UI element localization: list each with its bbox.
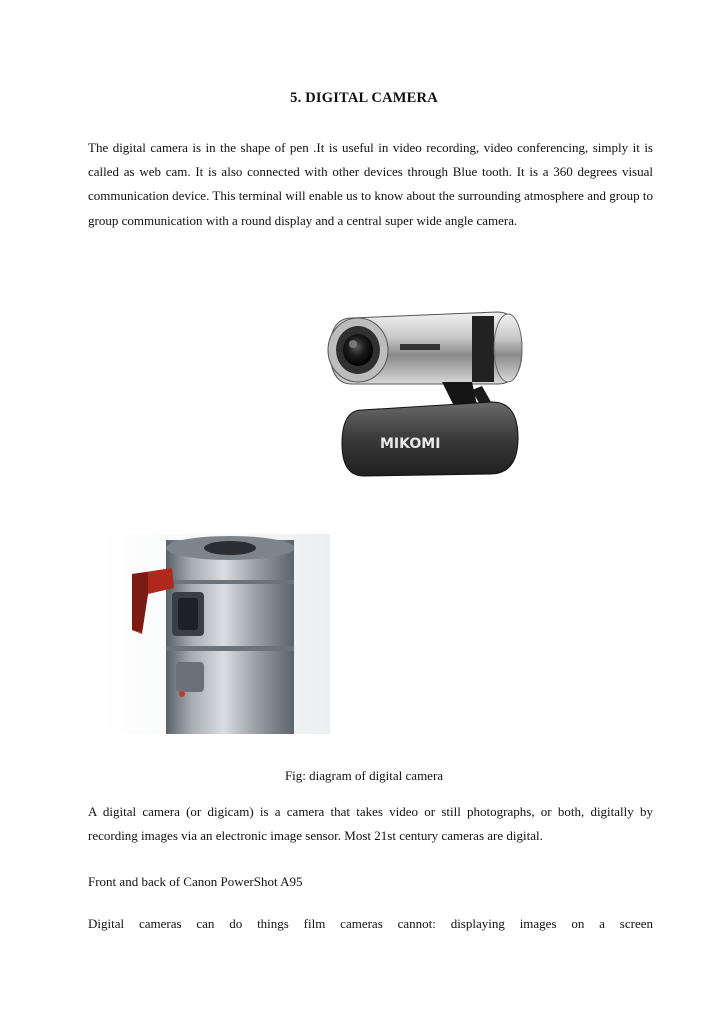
webcam-brand-text: MIKOMI [380,436,441,452]
section-title: 5. DIGITAL CAMERA [290,90,438,106]
figure-caption: Fig: diagram of digital camera [284,768,444,783]
pen-camera-photo [102,534,330,734]
webcam-photo [322,298,528,486]
digicam-paragraph: A digital camera (or digicam) is a camera that takes video or still photographs, or both, digitally by recording images via an electronic image sensor. Most 21st century cameras are digital. [88,804,653,844]
comparison-paragraph: Digital cameras can do things film cameras cannot: displaying images on a screen [88,916,653,931]
intro-paragraph: The digital camera is in the shape of pen .It is useful in video recording, video conferencing, simply it is called as web cam. It is also connected with other devices through Blue tooth. It is a 360 degrees visual communication device. This terminal will enable us to know about the surrounding atmosphere and group to group communication with a round display and a central super wide angle camera. [88,140,653,228]
canon-line: Front and back of Canon PowerShot A95 [88,874,303,889]
